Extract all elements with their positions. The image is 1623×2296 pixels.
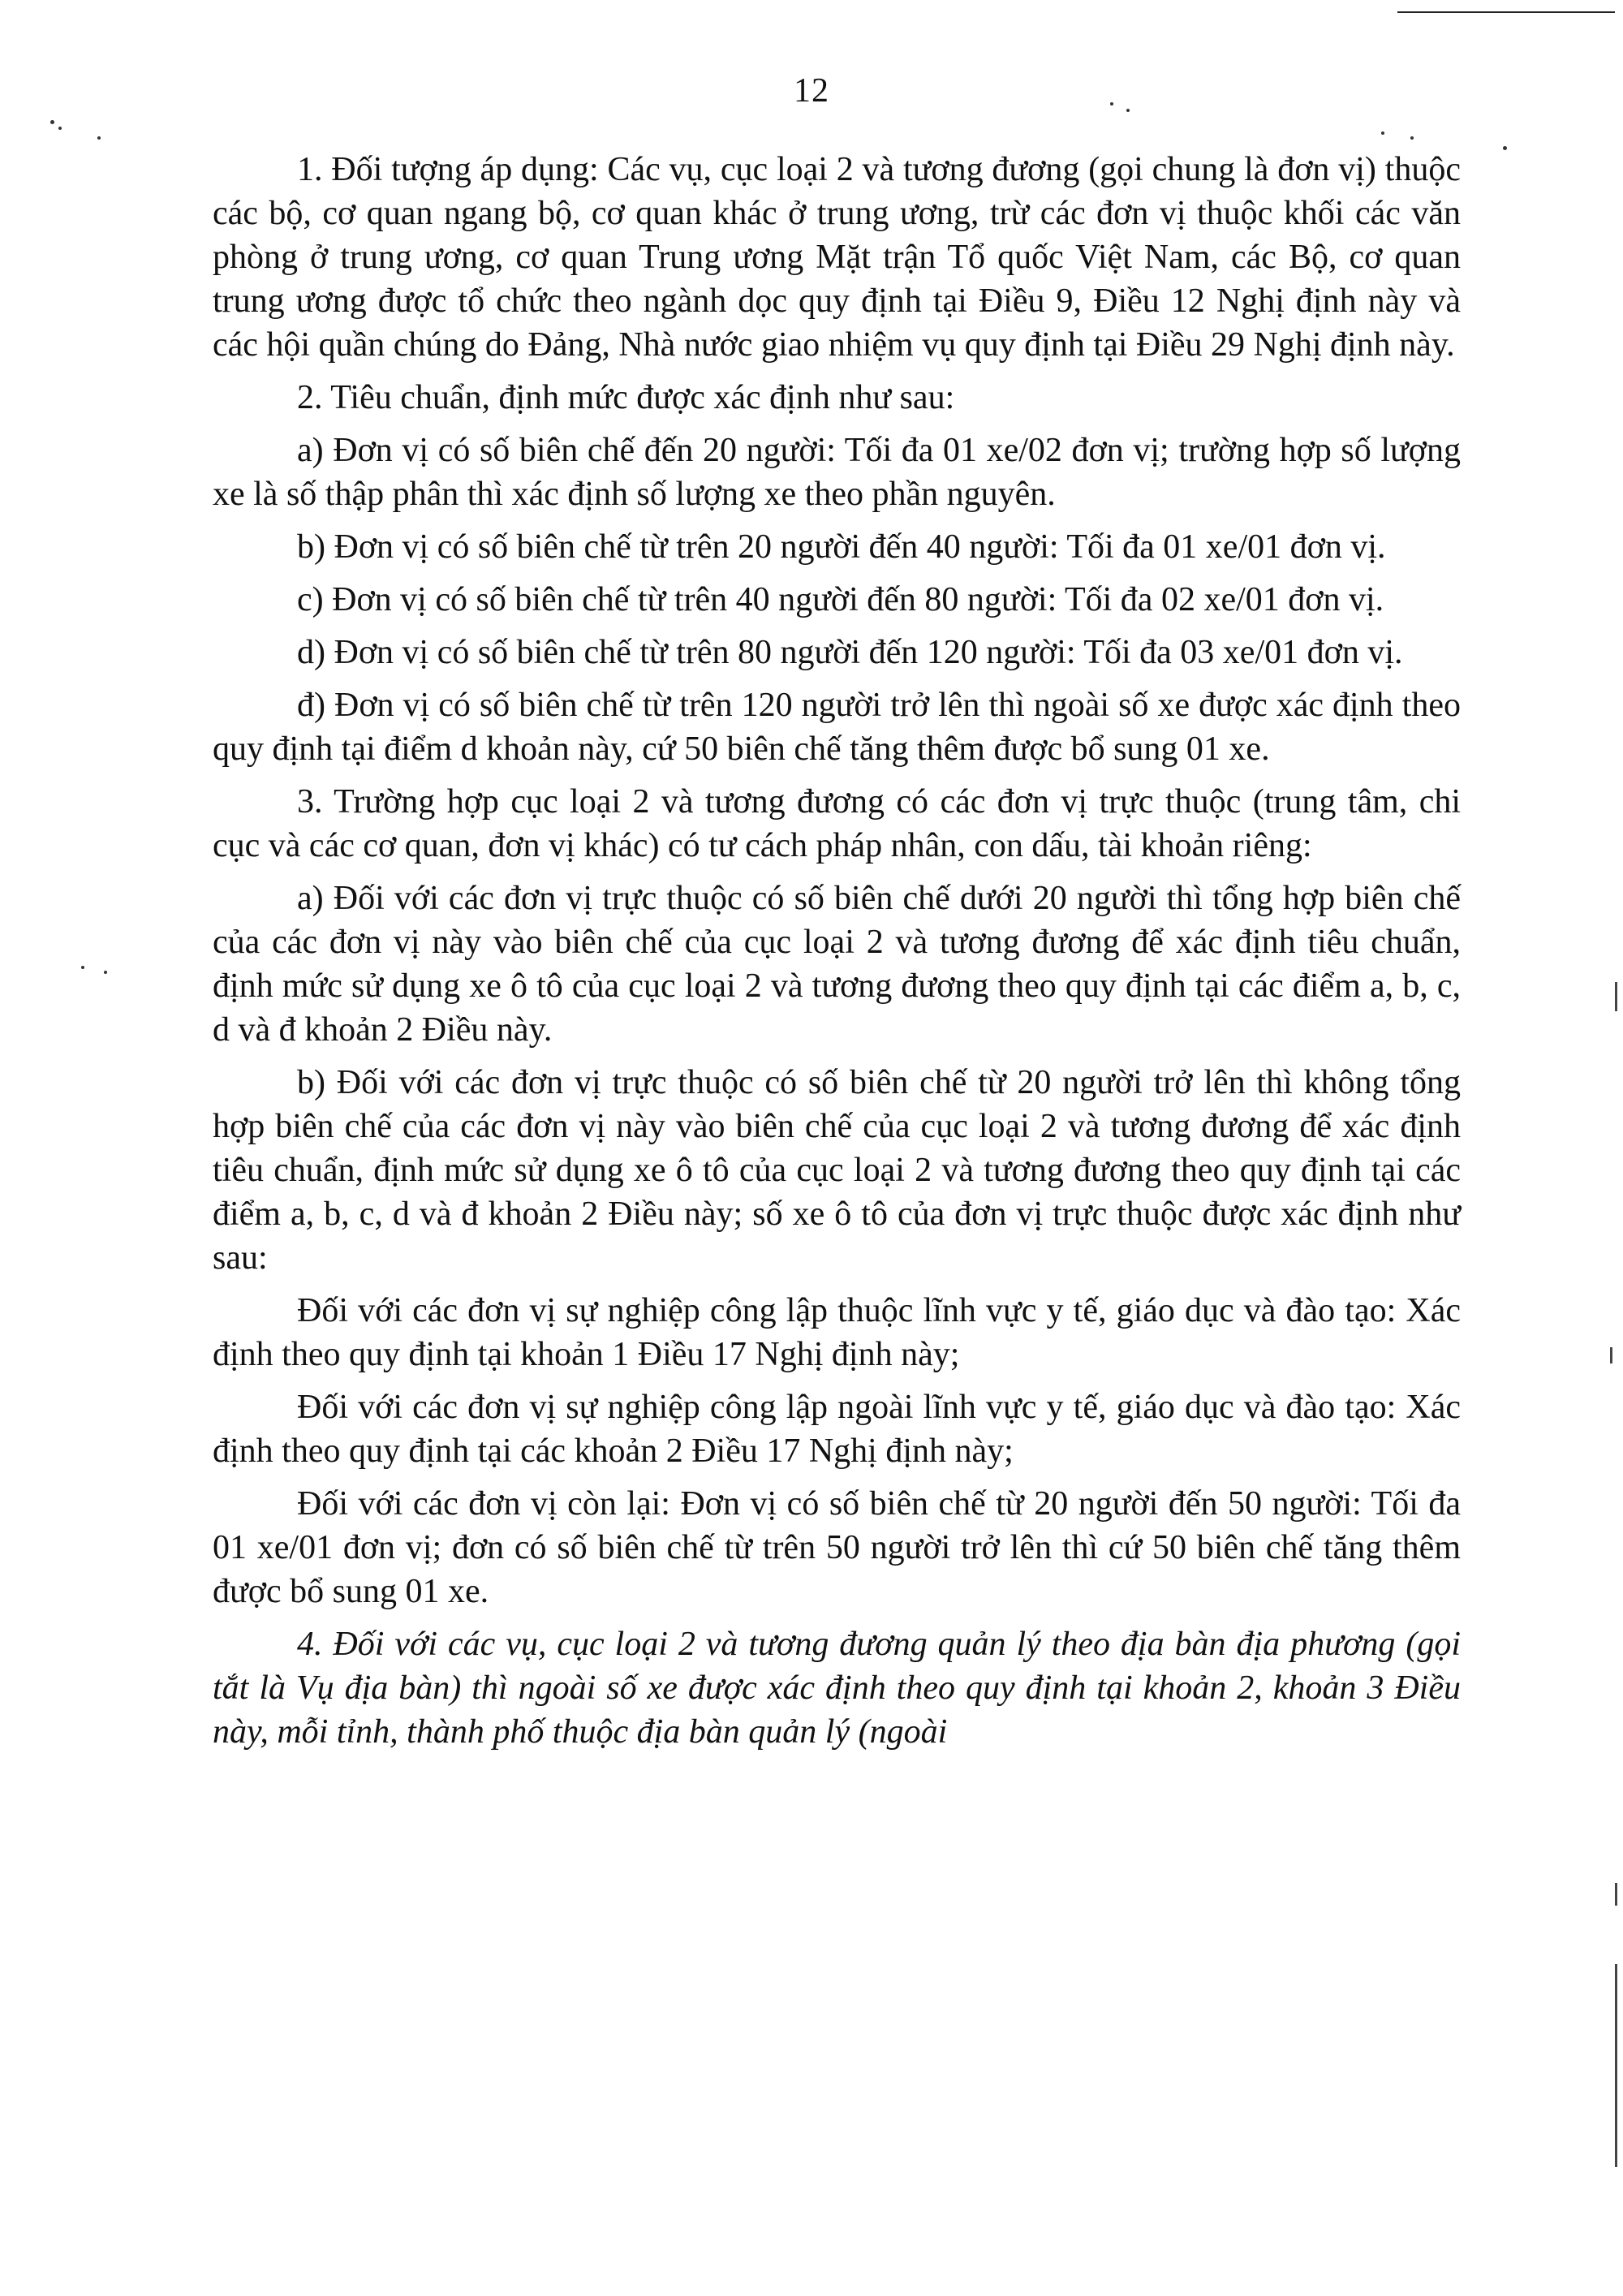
scan-speck	[104, 971, 107, 974]
scan-speck	[1503, 146, 1507, 150]
paragraph-public-other: Đối với các đơn vị sự nghiệp công lập ngoài lĩnh vực y tế, giáo dục và đào tạo: Xác định theo quy định tại các khoản 2 Điều 17 Nghị định này;	[213, 1389, 1461, 1470]
scan-mark	[1615, 982, 1617, 1011]
paragraph-section-3a: a) Đối với các đơn vị trực thuộc có số biên chế dưới 20 người thì tổng hợp biên chế của các đơn vị này vào biên chế của cục loại 2 và tương đương để xác định tiêu chuẩn, định mức sử dụng xe ô tô của cục loại 2 và tương đương theo quy định tại các điểm a, b, c, d và đ khoản 2 Điều này.	[213, 880, 1461, 1049]
scan-speck	[81, 966, 84, 969]
scan-speck	[1381, 131, 1384, 135]
paragraph-item-c: c) Đơn vị có số biên chế từ trên 40 người đến 80 người: Tối đa 02 xe/01 đơn vị.	[297, 581, 1384, 618]
paragraph-item-dd: đ) Đơn vị có số biên chế từ trên 120 người trở lên thì ngoài số xe được xác định theo quy định tại điểm d khoản này, cứ 50 biên chế tăng thêm được bổ sung 01 xe.	[213, 687, 1461, 768]
scan-mark	[1610, 1347, 1612, 1363]
paragraph-scope: 1. Đối tượng áp dụng: Các vụ, cục loại 2 và tương đương (gọi chung là đơn vị) thuộc các bộ, cơ quan ngang bộ, cơ quan khác ở trung ương, trừ các đơn vị thuộc khối các văn phòng ở trung ương, cơ quan Trung ương Mặt trận Tổ quốc Việt Nam, các Bộ, cơ quan trung ương được tổ chức theo ngành dọc quy định tại Điều 9, Điều 12 Nghị định này và các hội quần chúng do Đảng, Nhà nước giao nhiệm vụ quy định tại Điều 29 Nghị định này.	[213, 151, 1461, 364]
paragraph-item-b: b) Đơn vị có số biên chế từ trên 20 người đến 40 người: Tối đa 01 xe/01 đơn vị.	[297, 528, 1386, 566]
paragraph-public-health-edu: Đối với các đơn vị sự nghiệp công lập thuộc lĩnh vực y tế, giáo dục và đào tạo: Xác định theo quy định tại khoản 1 Điều 17 Nghị định này;	[213, 1292, 1461, 1373]
document-body	[213, 148, 1461, 1763]
paragraph-section-4: 4. Đối với các vụ, cục loại 2 và tương đương quản lý theo địa bàn địa phương (gọi tắt là Vụ địa bàn) thì ngoài số xe được xác định theo quy định tại khoản 2, khoản 3 Điều này, mỗi tỉnh, thành phố thuộc địa bàn quản lý (ngoài	[213, 1626, 1461, 1751]
scan-speck	[58, 127, 62, 130]
top-rule-line	[1397, 11, 1615, 13]
paragraph-item-d: d) Đơn vị có số biên chế từ trên 80 người đến 120 người: Tối đa 03 xe/01 đơn vị.	[297, 634, 1403, 671]
scan-speck	[1410, 136, 1414, 140]
scan-mark	[1615, 1964, 1617, 2167]
paragraph-section-3b: b) Đối với các đơn vị trực thuộc có số biên chế từ 20 người trở lên thì không tổng hợp biên chế của các đơn vị này vào biên chế của cục loại 2 và tương đương để xác định tiêu chuẩn, định mức sử dụng xe ô tô của cục loại 2 và tương đương theo quy định tại các điểm a, b, c, d và đ khoản 2 Điều này; số xe ô tô của đơn vị trực thuộc được xác định như sau:	[213, 1064, 1461, 1277]
paragraph-section-3: 3. Trường hợp cục loại 2 và tương đương có các đơn vị trực thuộc (trung tâm, chi cục và các cơ quan, đơn vị khác) có tư cách pháp nhân, con dấu, tài khoản riêng:	[213, 783, 1461, 864]
scan-mark	[1615, 1883, 1617, 1906]
scan-speck	[97, 136, 101, 140]
paragraph-item-a: a) Đơn vị có số biên chế đến 20 người: Tối đa 01 xe/02 đơn vị; trường hợp số lượng xe là số thập phân thì xác định số lượng xe theo phần nguyên.	[213, 432, 1461, 513]
paragraph-standards: 2. Tiêu chuẩn, định mức được xác định như sau:	[297, 379, 955, 416]
scan-speck	[50, 120, 54, 124]
paragraph-remaining-units: Đối với các đơn vị còn lại: Đơn vị có số biên chế từ 20 người đến 50 người: Tối đa 01 xe/01 đơn vị; đơn có số biên chế từ trên 50 người trở lên thì cứ 50 biên chế tăng thêm được bổ sung 01 xe.	[213, 1485, 1461, 1610]
page-number: 12	[794, 72, 829, 110]
